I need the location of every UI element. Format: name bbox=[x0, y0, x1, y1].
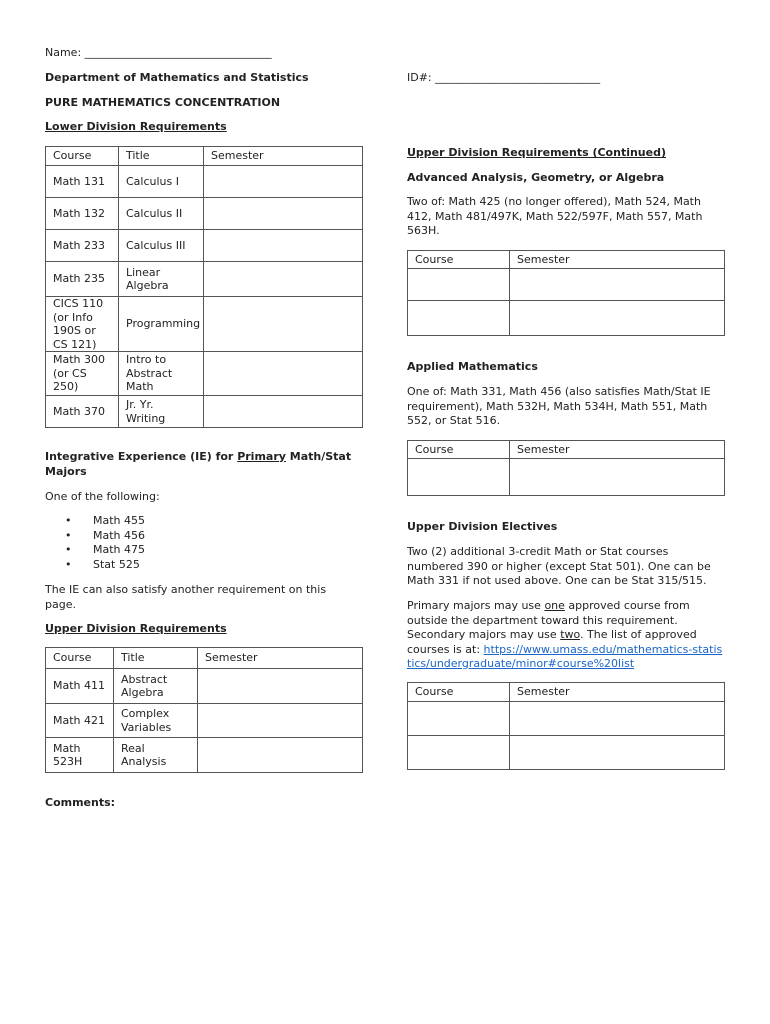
applied-table bbox=[407, 440, 725, 496]
electives-heading: Upper Division Electives bbox=[407, 520, 558, 533]
electives-table bbox=[407, 682, 725, 770]
table-cell: CICS 110 (or Info 190S or CS 121) bbox=[46, 297, 119, 352]
advanced-text: Two of: Math 425 (no longer offered), Math 524, Math 412, Math 481/497K, Math 522/597F, Math 557, Math 563H. bbox=[407, 195, 703, 237]
table-cell: Calculus III bbox=[119, 230, 204, 262]
table-cell bbox=[204, 396, 363, 428]
table-cell: Course bbox=[408, 441, 510, 459]
table-cell: Math 131 bbox=[46, 166, 119, 198]
table-cell: Complex Variables bbox=[114, 704, 198, 738]
table-cell bbox=[408, 459, 510, 496]
table-cell: Math 233 bbox=[46, 230, 119, 262]
upper-division-table bbox=[45, 647, 363, 773]
comments-label: Comments: bbox=[45, 796, 116, 809]
table-row bbox=[46, 262, 363, 297]
upper-division-heading: Upper Division Requirements bbox=[45, 622, 227, 635]
table-cell bbox=[198, 738, 363, 773]
table-cell bbox=[198, 669, 363, 704]
table-row bbox=[46, 166, 363, 198]
table-cell: Real Analysis bbox=[114, 738, 198, 773]
table-cell bbox=[510, 459, 725, 496]
table-cell: Calculus II bbox=[119, 198, 204, 230]
table-cell bbox=[204, 166, 363, 198]
table-cell: Math 370 bbox=[46, 396, 119, 428]
table-cell bbox=[408, 736, 510, 770]
table-row[interactable] bbox=[408, 702, 725, 736]
table-cell: Linear Algebra bbox=[119, 262, 204, 297]
ie-intro: One of the following: bbox=[45, 490, 160, 503]
electives-text: Two (2) additional 3-credit Math or Stat courses numbered 390 or higher (except Stat 501). One can be Math 331 if not used above. One can be Stat 315/515. bbox=[407, 545, 711, 587]
department-title: Department of Mathematics and Statistics bbox=[45, 71, 309, 84]
table-cell: Calculus I bbox=[119, 166, 204, 198]
table-cell bbox=[510, 736, 725, 770]
table-cell bbox=[510, 269, 725, 301]
table-cell: Course bbox=[408, 683, 510, 702]
table-cell: Intro to Abstract Math bbox=[119, 352, 204, 396]
lower-division-heading: Lower Division Requirements bbox=[45, 120, 227, 133]
table-cell: Math 235 bbox=[46, 262, 119, 297]
table-row bbox=[46, 352, 363, 396]
electives-approved-text bbox=[407, 599, 725, 672]
text: Primary majors may use bbox=[407, 599, 545, 612]
list-item: • Math 475 bbox=[93, 543, 145, 558]
table-cell bbox=[204, 198, 363, 230]
table-cell bbox=[408, 269, 510, 301]
table-row bbox=[46, 669, 363, 704]
table-cell: Jr. Yr. Writing bbox=[119, 396, 204, 428]
table-cell: Semester bbox=[510, 251, 725, 269]
ie-note: The IE can also satisfy another requirement on this page. bbox=[45, 583, 327, 611]
table-header-row bbox=[408, 441, 725, 459]
table-cell bbox=[510, 301, 725, 336]
table-cell: Semester bbox=[510, 683, 725, 702]
concentration-title: PURE MATHEMATICS CONCENTRATION bbox=[45, 96, 281, 109]
ie-heading-text-end: Math/Stat Majors bbox=[45, 450, 352, 478]
table-cell bbox=[204, 262, 363, 297]
table-row[interactable] bbox=[408, 269, 725, 301]
table-cell: Semester bbox=[510, 441, 725, 459]
table-cell: Title bbox=[119, 147, 204, 166]
table-header-row bbox=[46, 648, 363, 669]
id-field[interactable]: ID#: ______________________________ bbox=[407, 71, 601, 84]
table-row bbox=[46, 396, 363, 428]
upper-continued-heading: Upper Division Requirements (Continued) bbox=[407, 146, 666, 159]
table-cell: Programming bbox=[119, 297, 204, 352]
table-cell: Math 300 (or CS 250) bbox=[46, 352, 119, 396]
table-cell: Math 132 bbox=[46, 198, 119, 230]
applied-text: One of: Math 331, Math 456 (also satisfies Math/Stat IE requirement), Math 532H, Math 534H, Math 551, Math 552, or Stat 516. bbox=[407, 385, 711, 427]
advanced-table bbox=[407, 250, 725, 336]
ie-heading-primary: Primary bbox=[237, 450, 286, 463]
table-cell: Semester bbox=[198, 648, 363, 669]
table-row bbox=[46, 297, 363, 352]
lower-division-table bbox=[45, 146, 363, 428]
ie-heading-text: Integrative Experience (IE) for bbox=[45, 450, 238, 463]
text: approved course from outside the department toward this requirement. Secondary majors may use bbox=[407, 599, 690, 641]
table-cell: Abstract Algebra bbox=[114, 669, 198, 704]
table-cell bbox=[198, 704, 363, 738]
table-cell: Title bbox=[114, 648, 198, 669]
table-header-row bbox=[408, 251, 725, 269]
table-row[interactable] bbox=[408, 459, 725, 496]
table-header-row bbox=[46, 147, 363, 166]
table-row[interactable] bbox=[408, 301, 725, 336]
text-two: two bbox=[560, 628, 581, 641]
list-item: • Stat 525 bbox=[93, 558, 145, 573]
table-row[interactable] bbox=[408, 736, 725, 770]
applied-heading: Applied Mathematics bbox=[407, 360, 538, 373]
text-one: one bbox=[544, 599, 565, 612]
table-cell: Course bbox=[46, 648, 114, 669]
ie-course-list bbox=[45, 514, 145, 572]
table-cell bbox=[510, 702, 725, 736]
list-item: • Math 456 bbox=[93, 529, 145, 544]
table-cell: Course bbox=[46, 147, 119, 166]
name-field[interactable]: Name: __________________________________ bbox=[45, 46, 272, 59]
table-cell: Semester bbox=[204, 147, 363, 166]
table-cell: Math 421 bbox=[46, 704, 114, 738]
table-cell: Math 411 bbox=[46, 669, 114, 704]
table-cell bbox=[408, 702, 510, 736]
table-header-row bbox=[408, 683, 725, 702]
list-item: • Math 455 bbox=[93, 514, 145, 529]
approved-courses-link[interactable]: https://www.umass.edu/mathematics-statistics/undergraduate/minor#course%20list bbox=[407, 642, 723, 670]
table-cell: Course bbox=[408, 251, 510, 269]
table-cell bbox=[204, 297, 363, 352]
table-cell bbox=[408, 301, 510, 336]
table-row bbox=[46, 198, 363, 230]
table-row bbox=[46, 704, 363, 738]
text: . The list of approved courses is at: bbox=[407, 628, 697, 656]
table-cell: Math 523H bbox=[46, 738, 114, 773]
ie-heading bbox=[45, 450, 365, 479]
table-cell bbox=[204, 230, 363, 262]
table-cell bbox=[204, 352, 363, 396]
table-row bbox=[46, 230, 363, 262]
advanced-heading: Advanced Analysis, Geometry, or Algebra bbox=[407, 171, 665, 184]
table-row bbox=[46, 738, 363, 773]
